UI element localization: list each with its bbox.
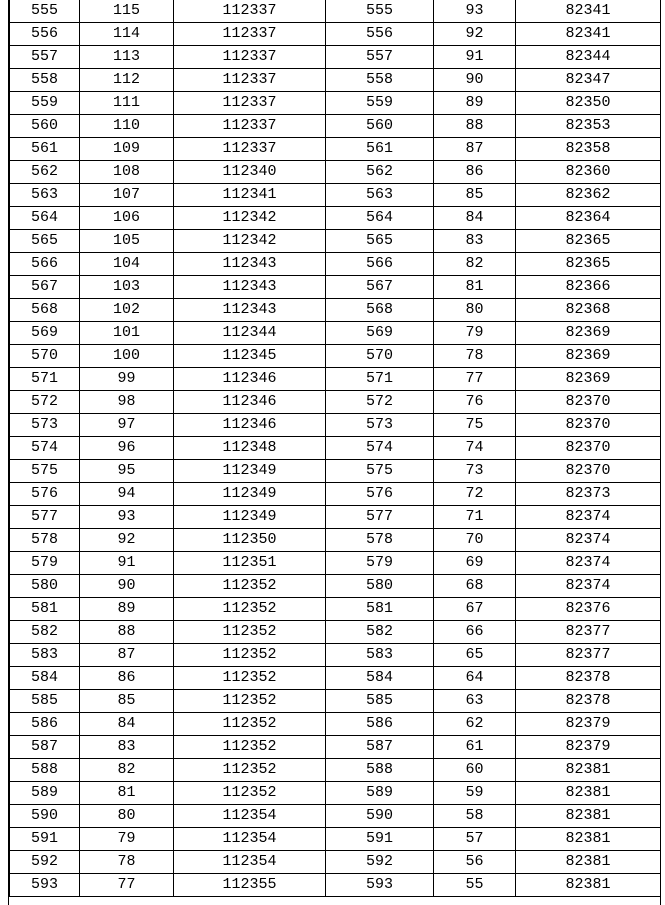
cell-count-left: 92 — [80, 529, 174, 552]
cell-score-right: 576 — [326, 483, 434, 506]
table-row — [10, 391, 661, 414]
table-row — [10, 0, 661, 23]
cell-score-right: 579 — [326, 552, 434, 575]
cell-score-left: 589 — [10, 782, 80, 805]
cell-score-right: 558 — [326, 69, 434, 92]
cell-count-right: 67 — [434, 598, 516, 621]
cell-cumulative-right: 82381 — [516, 874, 661, 897]
table-row — [10, 598, 661, 621]
cell-score-left: 564 — [10, 207, 80, 230]
cell-cumulative-left: 112346 — [174, 414, 326, 437]
cell-score-right: 565 — [326, 230, 434, 253]
cell-cumulative-right: 82369 — [516, 345, 661, 368]
cell-count-right: 60 — [434, 759, 516, 782]
cell-count-left: 115 — [80, 0, 174, 23]
table-row — [10, 345, 661, 368]
cell-cumulative-right: 82379 — [516, 713, 661, 736]
cell-count-right: 69 — [434, 552, 516, 575]
cell-count-right: 55 — [434, 874, 516, 897]
cell-cumulative-right: 82381 — [516, 851, 661, 874]
cell-count-left: 110 — [80, 115, 174, 138]
cell-count-right: 83 — [434, 230, 516, 253]
cell-cumulative-left: 112343 — [174, 253, 326, 276]
cell-count-right: 73 — [434, 460, 516, 483]
cell-count-right: 59 — [434, 782, 516, 805]
table-row — [10, 184, 661, 207]
cell-score-right: 569 — [326, 322, 434, 345]
cell-count-left: 112 — [80, 69, 174, 92]
cell-cumulative-right: 82344 — [516, 46, 661, 69]
cell-score-left: 565 — [10, 230, 80, 253]
cell-count-right: 86 — [434, 161, 516, 184]
table-row — [10, 713, 661, 736]
table-row — [10, 138, 661, 161]
cell-cumulative-left: 112346 — [174, 391, 326, 414]
cell-count-left: 96 — [80, 437, 174, 460]
cell-score-left: 581 — [10, 598, 80, 621]
cell-count-left: 91 — [80, 552, 174, 575]
table-row — [10, 437, 661, 460]
cell-cumulative-left: 112337 — [174, 115, 326, 138]
cell-score-right: 573 — [326, 414, 434, 437]
table-row — [10, 299, 661, 322]
cell-score-right: 592 — [326, 851, 434, 874]
cell-count-right: 81 — [434, 276, 516, 299]
cell-cumulative-left: 112337 — [174, 92, 326, 115]
cell-cumulative-right: 82373 — [516, 483, 661, 506]
cell-count-left: 105 — [80, 230, 174, 253]
cell-score-right: 583 — [326, 644, 434, 667]
cell-count-right: 65 — [434, 644, 516, 667]
cell-score-left: 580 — [10, 575, 80, 598]
cell-count-left: 99 — [80, 368, 174, 391]
cell-cumulative-right: 82378 — [516, 667, 661, 690]
cell-score-left: 573 — [10, 414, 80, 437]
cell-score-right: 584 — [326, 667, 434, 690]
cell-cumulative-left: 112351 — [174, 552, 326, 575]
cell-cumulative-left: 112343 — [174, 276, 326, 299]
cell-count-left: 88 — [80, 621, 174, 644]
cell-cumulative-left: 112354 — [174, 851, 326, 874]
table-row — [10, 644, 661, 667]
cell-count-right: 85 — [434, 184, 516, 207]
cell-count-right: 64 — [434, 667, 516, 690]
table-row — [10, 230, 661, 253]
cell-cumulative-right: 82353 — [516, 115, 661, 138]
cell-count-right: 84 — [434, 207, 516, 230]
cell-count-left: 82 — [80, 759, 174, 782]
cell-cumulative-left: 112337 — [174, 46, 326, 69]
cell-count-left: 97 — [80, 414, 174, 437]
cell-score-right: 582 — [326, 621, 434, 644]
cell-cumulative-right: 82369 — [516, 322, 661, 345]
table-row — [10, 46, 661, 69]
cell-score-left: 559 — [10, 92, 80, 115]
cell-count-right: 82 — [434, 253, 516, 276]
cell-count-right: 70 — [434, 529, 516, 552]
cell-cumulative-right: 82364 — [516, 207, 661, 230]
table-row — [10, 460, 661, 483]
cell-count-right: 90 — [434, 69, 516, 92]
table-row — [10, 483, 661, 506]
cell-cumulative-right: 82377 — [516, 621, 661, 644]
cell-count-right: 77 — [434, 368, 516, 391]
cell-count-left: 107 — [80, 184, 174, 207]
table-row — [10, 759, 661, 782]
cell-score-left: 583 — [10, 644, 80, 667]
cell-score-right: 559 — [326, 92, 434, 115]
cell-cumulative-left: 112344 — [174, 322, 326, 345]
cell-score-left: 569 — [10, 322, 80, 345]
cell-score-left: 571 — [10, 368, 80, 391]
cell-score-left: 567 — [10, 276, 80, 299]
cell-score-left: 587 — [10, 736, 80, 759]
cell-score-right: 590 — [326, 805, 434, 828]
cell-score-right: 556 — [326, 23, 434, 46]
cell-cumulative-right: 82365 — [516, 253, 661, 276]
cell-count-left: 103 — [80, 276, 174, 299]
cell-score-left: 574 — [10, 437, 80, 460]
cell-cumulative-left: 112342 — [174, 230, 326, 253]
cell-count-right: 79 — [434, 322, 516, 345]
cell-score-right: 587 — [326, 736, 434, 759]
table-row — [10, 828, 661, 851]
table-row — [10, 368, 661, 391]
cell-score-left: 582 — [10, 621, 80, 644]
cell-count-left: 83 — [80, 736, 174, 759]
table-row — [10, 115, 661, 138]
cell-count-left: 109 — [80, 138, 174, 161]
table-row — [10, 253, 661, 276]
cell-cumulative-right: 82341 — [516, 0, 661, 23]
cell-count-left: 101 — [80, 322, 174, 345]
table-row — [10, 805, 661, 828]
cell-count-left: 111 — [80, 92, 174, 115]
cell-score-left: 558 — [10, 69, 80, 92]
cell-count-left: 79 — [80, 828, 174, 851]
cell-count-left: 114 — [80, 23, 174, 46]
table-row — [10, 506, 661, 529]
cell-score-right: 562 — [326, 161, 434, 184]
cell-cumulative-left: 112349 — [174, 483, 326, 506]
cell-count-right: 56 — [434, 851, 516, 874]
cell-count-right: 58 — [434, 805, 516, 828]
table-row — [10, 667, 661, 690]
cell-cumulative-right: 82360 — [516, 161, 661, 184]
cell-cumulative-right: 82358 — [516, 138, 661, 161]
cell-cumulative-left: 112352 — [174, 782, 326, 805]
cell-cumulative-left: 112346 — [174, 368, 326, 391]
cell-score-right: 557 — [326, 46, 434, 69]
cell-score-left: 562 — [10, 161, 80, 184]
cell-score-right: 563 — [326, 184, 434, 207]
cell-cumulative-right: 82369 — [516, 368, 661, 391]
cell-cumulative-right: 82370 — [516, 391, 661, 414]
table-row — [10, 161, 661, 184]
cell-score-right: 571 — [326, 368, 434, 391]
table-row — [10, 69, 661, 92]
cell-count-left: 90 — [80, 575, 174, 598]
cell-cumulative-right: 82381 — [516, 805, 661, 828]
cell-count-right: 72 — [434, 483, 516, 506]
cell-count-left: 95 — [80, 460, 174, 483]
cell-score-left: 577 — [10, 506, 80, 529]
cell-cumulative-right: 82374 — [516, 552, 661, 575]
cell-cumulative-left: 112341 — [174, 184, 326, 207]
cell-count-left: 89 — [80, 598, 174, 621]
table-row — [10, 322, 661, 345]
cell-cumulative-right: 82379 — [516, 736, 661, 759]
cell-count-left: 108 — [80, 161, 174, 184]
cell-count-right: 91 — [434, 46, 516, 69]
cell-count-left: 98 — [80, 391, 174, 414]
cell-cumulative-right: 82378 — [516, 690, 661, 713]
cell-score-left: 575 — [10, 460, 80, 483]
cell-score-right: 589 — [326, 782, 434, 805]
cell-score-right: 560 — [326, 115, 434, 138]
score-rank-table — [9, 0, 661, 897]
cell-count-left: 113 — [80, 46, 174, 69]
cell-count-right: 68 — [434, 575, 516, 598]
cell-score-right: 566 — [326, 253, 434, 276]
cell-score-left: 579 — [10, 552, 80, 575]
cell-cumulative-right: 82370 — [516, 437, 661, 460]
cell-score-right: 570 — [326, 345, 434, 368]
cell-cumulative-left: 112352 — [174, 736, 326, 759]
cell-cumulative-left: 112352 — [174, 690, 326, 713]
cell-cumulative-left: 112355 — [174, 874, 326, 897]
cell-score-left: 572 — [10, 391, 80, 414]
table-row — [10, 874, 661, 897]
cell-cumulative-right: 82365 — [516, 230, 661, 253]
cell-count-right: 87 — [434, 138, 516, 161]
cell-score-left: 588 — [10, 759, 80, 782]
cell-cumulative-left: 112352 — [174, 575, 326, 598]
cell-score-right: 574 — [326, 437, 434, 460]
cell-score-right: 577 — [326, 506, 434, 529]
table-row — [10, 529, 661, 552]
cell-score-left: 593 — [10, 874, 80, 897]
cell-score-right: 585 — [326, 690, 434, 713]
cell-count-right: 80 — [434, 299, 516, 322]
cell-cumulative-right: 82368 — [516, 299, 661, 322]
cell-cumulative-right: 82370 — [516, 414, 661, 437]
cell-cumulative-left: 112345 — [174, 345, 326, 368]
cell-score-left: 590 — [10, 805, 80, 828]
cell-count-left: 100 — [80, 345, 174, 368]
cell-cumulative-right: 82374 — [516, 575, 661, 598]
cell-count-left: 85 — [80, 690, 174, 713]
cell-count-right: 78 — [434, 345, 516, 368]
table-row — [10, 690, 661, 713]
cell-score-left: 560 — [10, 115, 80, 138]
cell-cumulative-left: 112343 — [174, 299, 326, 322]
cell-cumulative-right: 82381 — [516, 782, 661, 805]
cell-score-left: 576 — [10, 483, 80, 506]
cell-cumulative-left: 112352 — [174, 621, 326, 644]
cell-score-right: 568 — [326, 299, 434, 322]
table-row — [10, 736, 661, 759]
cell-score-right: 581 — [326, 598, 434, 621]
cell-count-left: 86 — [80, 667, 174, 690]
cell-count-right: 93 — [434, 0, 516, 23]
cell-score-right: 588 — [326, 759, 434, 782]
cell-score-right: 572 — [326, 391, 434, 414]
cell-cumulative-right: 82362 — [516, 184, 661, 207]
cell-cumulative-left: 112354 — [174, 805, 326, 828]
cell-count-left: 81 — [80, 782, 174, 805]
cell-cumulative-right: 82381 — [516, 828, 661, 851]
cell-cumulative-right: 82341 — [516, 23, 661, 46]
cell-score-right: 593 — [326, 874, 434, 897]
cell-count-right: 61 — [434, 736, 516, 759]
cell-cumulative-left: 112349 — [174, 460, 326, 483]
cell-score-right: 564 — [326, 207, 434, 230]
cell-score-left: 568 — [10, 299, 80, 322]
cell-score-right: 586 — [326, 713, 434, 736]
cell-count-left: 106 — [80, 207, 174, 230]
cell-cumulative-left: 112342 — [174, 207, 326, 230]
cell-cumulative-left: 112349 — [174, 506, 326, 529]
table-row — [10, 782, 661, 805]
table-row — [10, 414, 661, 437]
cell-score-right: 567 — [326, 276, 434, 299]
cell-score-right: 591 — [326, 828, 434, 851]
cell-count-right: 74 — [434, 437, 516, 460]
cell-cumulative-left: 112348 — [174, 437, 326, 460]
table-row — [10, 621, 661, 644]
cell-score-left: 570 — [10, 345, 80, 368]
table-row — [10, 575, 661, 598]
cell-score-left: 563 — [10, 184, 80, 207]
cell-cumulative-right: 82347 — [516, 69, 661, 92]
cell-count-left: 84 — [80, 713, 174, 736]
cell-score-left: 561 — [10, 138, 80, 161]
cell-count-left: 78 — [80, 851, 174, 874]
cell-cumulative-right: 82376 — [516, 598, 661, 621]
table-row — [10, 851, 661, 874]
cell-cumulative-left: 112337 — [174, 138, 326, 161]
cell-cumulative-right: 82381 — [516, 759, 661, 782]
cell-score-left: 585 — [10, 690, 80, 713]
cell-cumulative-left: 112352 — [174, 713, 326, 736]
cell-score-right: 555 — [326, 0, 434, 23]
cell-count-right: 66 — [434, 621, 516, 644]
score-rank-sheet — [8, 0, 661, 905]
cell-cumulative-left: 112350 — [174, 529, 326, 552]
cell-score-left: 591 — [10, 828, 80, 851]
cell-score-left: 566 — [10, 253, 80, 276]
cell-count-right: 76 — [434, 391, 516, 414]
cell-count-right: 75 — [434, 414, 516, 437]
cell-count-right: 63 — [434, 690, 516, 713]
cell-count-left: 104 — [80, 253, 174, 276]
table-row — [10, 207, 661, 230]
cell-count-left: 87 — [80, 644, 174, 667]
cell-count-right: 71 — [434, 506, 516, 529]
cell-score-left: 557 — [10, 46, 80, 69]
cell-score-left: 556 — [10, 23, 80, 46]
cell-cumulative-right: 82350 — [516, 92, 661, 115]
cell-count-right: 92 — [434, 23, 516, 46]
cell-cumulative-right: 82370 — [516, 460, 661, 483]
cell-score-left: 592 — [10, 851, 80, 874]
cell-count-right: 62 — [434, 713, 516, 736]
cell-score-right: 575 — [326, 460, 434, 483]
cell-count-left: 102 — [80, 299, 174, 322]
cell-count-left: 94 — [80, 483, 174, 506]
cell-cumulative-left: 112337 — [174, 23, 326, 46]
cell-score-right: 580 — [326, 575, 434, 598]
table-row — [10, 552, 661, 575]
cell-cumulative-right: 82374 — [516, 506, 661, 529]
cell-count-right: 88 — [434, 115, 516, 138]
cell-cumulative-left: 112337 — [174, 0, 326, 23]
cell-score-left: 555 — [10, 0, 80, 23]
cell-cumulative-right: 82366 — [516, 276, 661, 299]
cell-score-right: 561 — [326, 138, 434, 161]
cell-count-right: 89 — [434, 92, 516, 115]
cell-cumulative-left: 112354 — [174, 828, 326, 851]
cell-count-left: 93 — [80, 506, 174, 529]
cell-cumulative-left: 112352 — [174, 644, 326, 667]
cell-score-left: 578 — [10, 529, 80, 552]
table-body — [10, 0, 661, 897]
cell-score-left: 586 — [10, 713, 80, 736]
cell-cumulative-left: 112352 — [174, 667, 326, 690]
cell-cumulative-left: 112337 — [174, 69, 326, 92]
cell-score-right: 578 — [326, 529, 434, 552]
table-row — [10, 92, 661, 115]
cell-cumulative-right: 82374 — [516, 529, 661, 552]
cell-cumulative-right: 82377 — [516, 644, 661, 667]
table-row — [10, 276, 661, 299]
cell-cumulative-left: 112352 — [174, 759, 326, 782]
cell-count-right: 57 — [434, 828, 516, 851]
cell-count-left: 77 — [80, 874, 174, 897]
table-row — [10, 23, 661, 46]
cell-cumulative-left: 112340 — [174, 161, 326, 184]
cell-count-left: 80 — [80, 805, 174, 828]
cell-score-left: 584 — [10, 667, 80, 690]
cell-cumulative-left: 112352 — [174, 598, 326, 621]
